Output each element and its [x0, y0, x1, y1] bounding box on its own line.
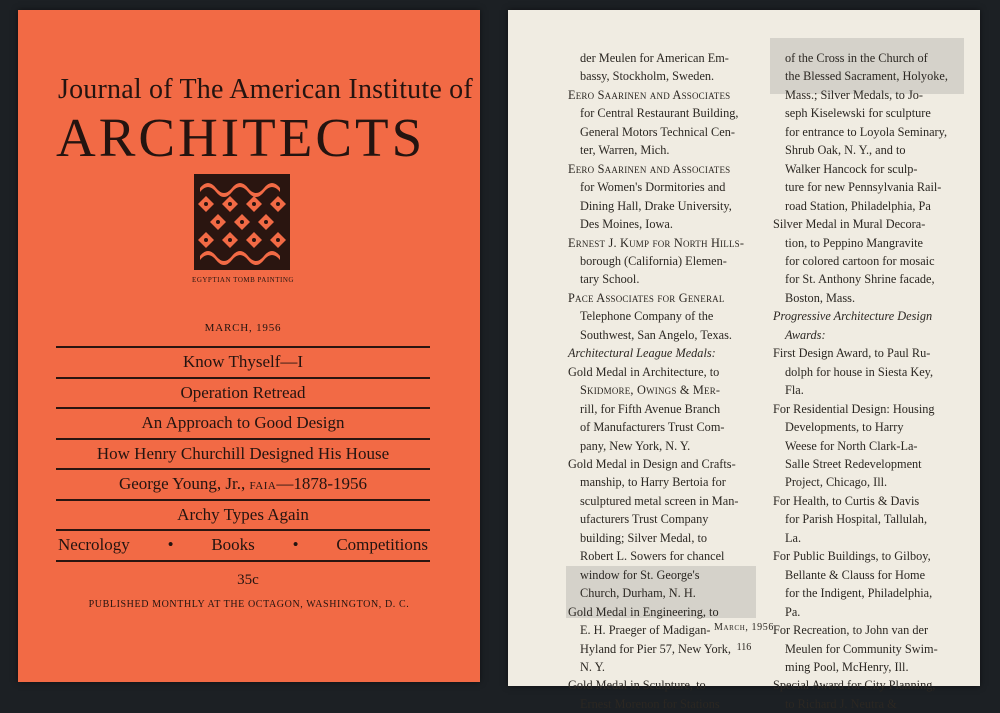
text-line: rill, for Fifth Avenue Branch	[580, 401, 721, 416]
text-line: dolph for house in Siesta Key,	[785, 364, 934, 379]
books-label: Books	[211, 535, 255, 554]
text-line: for St. Anthony Shrine facade,	[785, 272, 935, 287]
text-line: ter, Warren, Mich.	[580, 143, 670, 158]
text-line: tion, to Peppino Mangravite	[785, 235, 923, 250]
text-line: Skidmore, Owings & Mer-	[580, 383, 721, 398]
text-line: Gold Medal in Design and Crafts-	[568, 456, 736, 471]
text-line: manship, to Harry Bertoia for	[580, 475, 726, 490]
text-line: ufacturers Trust Company	[580, 512, 709, 527]
necrology-label: Necrology	[58, 535, 130, 554]
text-line: Mass.; Silver Medals, to Jo-	[785, 87, 923, 102]
text-line: Des Moines, Iowa.	[580, 217, 673, 232]
text-line: Robert L. Sowers for chancel	[580, 549, 725, 564]
text-line: Developments, to Harry	[785, 420, 904, 435]
text-line: Meulen for Community Swim-	[785, 641, 938, 656]
page-footer-date: March, 1956	[714, 622, 774, 633]
bullet-separator: •	[167, 535, 174, 554]
contents-bottom-row	[56, 529, 430, 562]
text-line: Progressive Architecture Design	[773, 309, 933, 324]
competitions-label: Competitions	[336, 535, 428, 554]
publisher-line: PUBLISHED MONTHLY AT THE OCTAGON, WASHINGTON, D. C.	[88, 599, 410, 610]
text-line: General Motors Technical Cen-	[580, 124, 735, 139]
contents-item: How Henry Churchill Designed His House	[56, 438, 430, 469]
text-line: For Public Buildings, to Gilboy,	[773, 549, 931, 564]
text-line: ming Pool, McHenry, Ill.	[785, 659, 909, 674]
text-line: Salle Street Redevelopment	[785, 456, 922, 471]
contents-item: Know Thyself—I	[56, 346, 430, 377]
journal-page	[508, 10, 980, 711]
text-column-left	[568, 49, 764, 713]
text-line: for the Indigent, Philadelphia,	[785, 586, 933, 601]
text-line: bassy, Stockholm, Sweden.	[580, 69, 715, 84]
text-line: Silver Medal in Mural Decora-	[773, 217, 926, 232]
contents-item: An Approach to Good Design	[56, 407, 430, 438]
contents-item-young	[56, 468, 430, 499]
text-line: Walker Hancock for sculp-	[785, 161, 918, 176]
text-line: For Recreation, to John van der	[773, 623, 929, 638]
text-line: Fla.	[785, 383, 804, 398]
young-name: George Young, Jr.,	[118, 474, 250, 493]
text-line: For Residential Design: Housing	[773, 401, 935, 416]
egyptian-tomb-painting-emblem	[194, 174, 290, 270]
text-line: Boston, Mass.	[785, 290, 856, 305]
text-line: Project, Chicago, Ill.	[785, 475, 888, 490]
text-line: the Blessed Sacrament, Holyoke,	[785, 69, 948, 84]
text-line: Church, Durham, N. H.	[580, 586, 696, 601]
text-line: pany, New York, N. Y.	[580, 438, 691, 453]
text-line: For Health, to Curtis & Davis	[773, 493, 920, 508]
text-line: sculptured metal screen in Man-	[580, 493, 739, 508]
text-line: Eero Saarinen and Associates	[568, 161, 731, 176]
text-line: Southwest, San Angelo, Texas.	[580, 327, 732, 342]
text-line: window for St. George's	[580, 567, 700, 582]
text-line: Weese for North Clark-La-	[785, 438, 918, 453]
text-line: for entrance to Loyola Seminary,	[785, 124, 948, 139]
text-line: Gold Medal in Architecture, to	[568, 364, 720, 379]
journal-title: Journal of The American Institute of	[58, 74, 473, 105]
text-line: Gold Medal in Sculpture, to	[568, 678, 706, 693]
text-line: N. Y.	[580, 659, 605, 674]
page-number: 116	[736, 642, 752, 653]
text-line: building; Silver Medal, to	[580, 530, 708, 545]
contents-list	[56, 346, 430, 562]
text-line: of Manufacturers Trust Com-	[580, 420, 725, 435]
text-line: for colored cartoon for mosaic	[785, 253, 935, 268]
young-years: —1878-1956	[276, 474, 368, 493]
text-line: La.	[785, 530, 802, 545]
text-line: ture for new Pennsylvania Rail-	[785, 180, 942, 195]
text-line: der Meulen for American Em-	[580, 51, 729, 65]
text-line: Pa.	[785, 604, 801, 619]
text-line: Ernest J. Kump for North Hills-	[568, 235, 745, 250]
text-line: to Richard J. Neutra &	[785, 696, 897, 711]
contents-item: Operation Retread	[56, 377, 430, 408]
journal-cover	[18, 10, 480, 682]
text-line: E. H. Praeger of Madigan-	[580, 623, 711, 638]
text-line: Pace Associates for General	[568, 290, 725, 305]
text-line: of the Cross in the Church of	[785, 51, 928, 65]
text-line: Shrub Oak, N. Y., and to	[785, 143, 906, 158]
text-line: Ernest Morenon for Stations	[580, 696, 720, 711]
text-line: Bellante & Clauss for Home	[785, 567, 926, 582]
text-line: for Central Restaurant Building,	[580, 106, 739, 121]
issue-date: MARCH, 1956	[204, 322, 282, 334]
text-line: Dining Hall, Drake University,	[580, 198, 732, 213]
text-line: Awards:	[785, 327, 826, 342]
text-line: Hyland for Pier 57, New York,	[580, 641, 731, 656]
bullet-separator: •	[292, 535, 299, 554]
contents-item: Archy Types Again	[56, 499, 430, 530]
price: 35c	[237, 572, 259, 588]
text-line: for Parish Hospital, Tallulah,	[785, 512, 928, 527]
journal-title-architects: ARCHITECTS	[56, 107, 426, 168]
text-line: tary School.	[580, 272, 640, 287]
emblem-caption: EGYPTIAN TOMB PAINTING	[192, 276, 294, 284]
text-line: Special Award for City Planning,	[773, 678, 936, 693]
text-line: borough (California) Elemen-	[580, 253, 727, 268]
text-column-right	[773, 49, 965, 713]
text-line: seph Kiselewski for sculpture	[785, 106, 931, 121]
text-line: Gold Medal in Engineering, to	[568, 604, 719, 619]
text-line: Eero Saarinen and Associates	[568, 87, 731, 102]
text-line: Architectural League Medals:	[568, 346, 716, 361]
young-suffix: FAIA	[249, 480, 277, 492]
text-line: road Station, Philadelphia, Pa	[785, 198, 931, 213]
text-line: First Design Award, to Paul Ru-	[773, 346, 931, 361]
text-line: Telephone Company of the	[580, 309, 714, 324]
text-line: for Women's Dormitories and	[580, 180, 726, 195]
